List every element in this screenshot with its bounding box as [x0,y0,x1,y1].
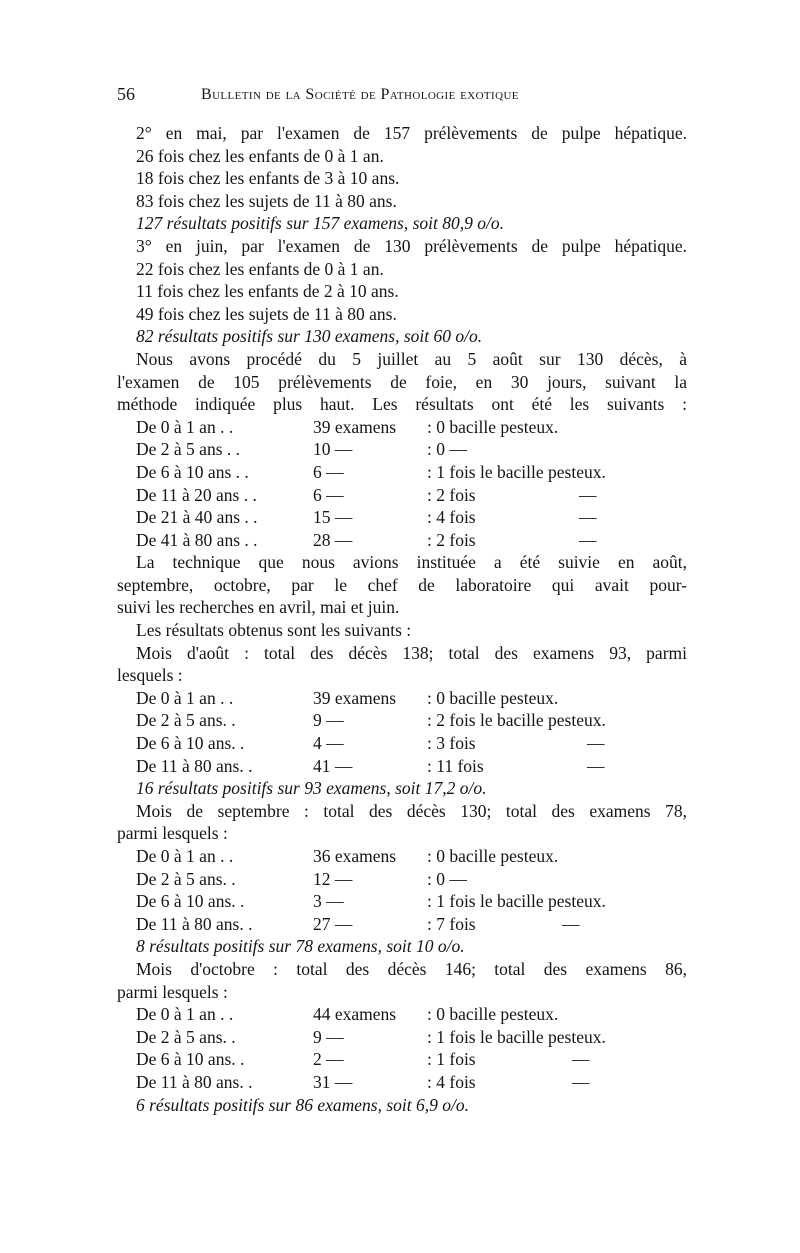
text-line: Mois de septembre : total des décès 130; total des examens 78, [136,800,687,821]
text-line: parmi lesquels : [117,823,228,844]
table-row [117,416,687,439]
age-range: De 2 à 5 ans. . [136,710,236,731]
text-line: 2° en mai, par l'examen de 157 prélèvements de pulpe hépatique. [136,123,687,143]
table-row [117,529,687,552]
exam-count: 41 — [313,755,353,776]
result: : 3 fois [427,733,476,754]
age-range: De 0 à 1 an . . [136,846,234,866]
exam-count: 9 — [313,710,344,731]
table-row [117,868,687,891]
exam-count: 4 — [313,733,344,754]
result: : 2 fois [427,484,476,505]
result: : 0 bacille pesteux. [427,1004,559,1025]
age-range: De 0 à 1 an . . [136,687,234,708]
text-line: La technique que nous avions instituée a été suivie en août, [136,552,687,573]
age-range: De 11 à 80 ans. . [136,913,253,934]
text-line: septembre, octobre, par le chef de laboratoire qui avait pour- [117,574,687,595]
table-row [117,484,687,507]
body-text [117,122,687,1116]
result: : 2 fois le bacille pesteux. [427,710,606,731]
journal-title: Bulletin de la Société de Pathologie exotique [201,86,519,103]
text-line: 6 résultats positifs sur 86 examens, soit 6,9 o/o. [136,1094,469,1115]
exam-count: 2 — [313,1049,344,1070]
text-line: 127 résultats positifs sur 157 examens, soit 80,9 o/o. [136,213,504,234]
text-line: 18 fois chez les enfants de 3 à 10 ans. [136,168,400,189]
table-row [117,506,687,529]
text-line: lesquels : [117,665,183,686]
result: : 0 — [427,439,467,460]
table-row [117,732,687,755]
age-range: De 6 à 10 ans. . [136,891,245,912]
exam-count: 6 — [313,484,344,505]
exam-count: 9 — [313,1026,344,1047]
table-row [117,1003,687,1026]
text-line: suivi les recherches en avril, mai et juin. [117,597,400,618]
exam-count: 39 examens [313,687,397,708]
result: : 0 — [427,868,467,889]
age-range: De 6 à 10 ans. . [136,1049,245,1070]
result: : 0 bacille pesteux. [427,846,559,866]
ditto-mark: — [587,755,605,776]
age-range: De 21 à 40 ans . . [136,507,258,528]
table-row [117,687,687,710]
text-line: Les résultats obtenus sont les suivants : [136,620,412,641]
ditto-mark: — [587,733,605,754]
result: : 1 fois le bacille pesteux. [427,1026,606,1047]
exam-count: 36 examens [313,846,397,866]
text-line: 11 fois chez les enfants de 2 à 10 ans. [136,281,399,302]
age-range: De 0 à 1 an . . [136,416,234,437]
text-line: parmi lesquels : [117,981,228,1002]
age-range: De 2 à 5 ans. . [136,1026,236,1047]
exam-count: 44 examens [313,1004,397,1025]
text-line: 49 fois chez les sujets de 11 à 80 ans. [136,303,397,324]
age-range: De 11 à 80 ans. . [136,755,253,776]
exam-count: 15 — [313,507,353,528]
text-line: 26 fois chez les enfants de 0 à 1 an. [136,145,384,166]
age-range: De 2 à 5 ans. . [136,868,236,889]
exam-count: 27 — [313,913,353,934]
ditto-mark: — [579,529,597,550]
exam-count: 6 — [313,461,344,482]
text-line: 83 fois chez les sujets de 11 à 80 ans. [136,190,397,211]
running-header [117,84,717,108]
result: : 7 fois [427,913,476,934]
ditto-mark: — [579,507,597,528]
exam-count: 28 — [313,529,353,550]
result: : 4 fois [427,1071,476,1092]
table-row [117,1026,687,1049]
table-row [117,755,687,778]
result: : 0 bacille pesteux. [427,687,559,708]
text-line: 16 résultats positifs sur 93 examens, soit 17,2 o/o. [136,778,487,799]
age-range: De 0 à 1 an . . [136,1004,234,1025]
result: : 4 fois [427,507,476,528]
result: : 1 fois le bacille pesteux. [427,891,606,912]
result: : 1 fois le bacille pesteux. [427,461,606,482]
ditto-mark: — [572,1049,590,1070]
text-line: méthode indiquée plus haut. Les résultats ont été les suivants : [117,394,687,415]
table-row [117,890,687,913]
exam-count: 3 — [313,891,344,912]
text-line: Nous avons procédé du 5 juillet au 5 août sur 130 décès, à [136,348,687,369]
text-line: 82 résultats positifs sur 130 examens, soit 60 o/o. [136,326,483,347]
table-row [117,1048,687,1071]
result: : 0 bacille pesteux. [427,416,559,437]
age-range: De 2 à 5 ans . . [136,439,241,460]
table-row [117,845,687,868]
exam-count: 10 — [313,439,353,460]
table-row [117,709,687,732]
result: : 2 fois [427,529,476,550]
result: : 1 fois [427,1049,476,1070]
age-range: De 11 à 80 ans. . [136,1071,253,1092]
text-line: l'examen de 105 prélèvements de foie, en 30 jours, suivant la [117,371,687,392]
table-row [117,1071,687,1094]
text-line: 3° en juin, par l'examen de 130 prélèvements de pulpe hépatique. [136,235,687,256]
age-range: De 6 à 10 ans. . [136,733,245,754]
text-line: 8 résultats positifs sur 78 examens, soit 10 o/o. [136,936,465,957]
exam-count: 31 — [313,1071,353,1092]
text-line: Mois d'août : total des décès 138; total des examens 93, parmi [136,642,687,663]
age-range: De 41 à 80 ans . . [136,529,258,550]
table-row [117,461,687,484]
result: : 11 fois [427,755,484,776]
table-row [117,913,687,936]
text-line: 22 fois chez les enfants de 0 à 1 an. [136,258,384,279]
exam-count: 12 — [313,868,353,889]
table-row [117,438,687,461]
ditto-mark: — [562,913,580,934]
ditto-mark: — [572,1071,590,1092]
ditto-mark: — [579,484,597,505]
exam-count: 39 examens [313,416,397,437]
age-range: De 6 à 10 ans . . [136,461,249,482]
text-line: Mois d'octobre : total des décès 146; total des examens 86, [136,958,687,979]
age-range: De 11 à 20 ans . . [136,484,257,505]
page-number: 56 [117,84,135,104]
